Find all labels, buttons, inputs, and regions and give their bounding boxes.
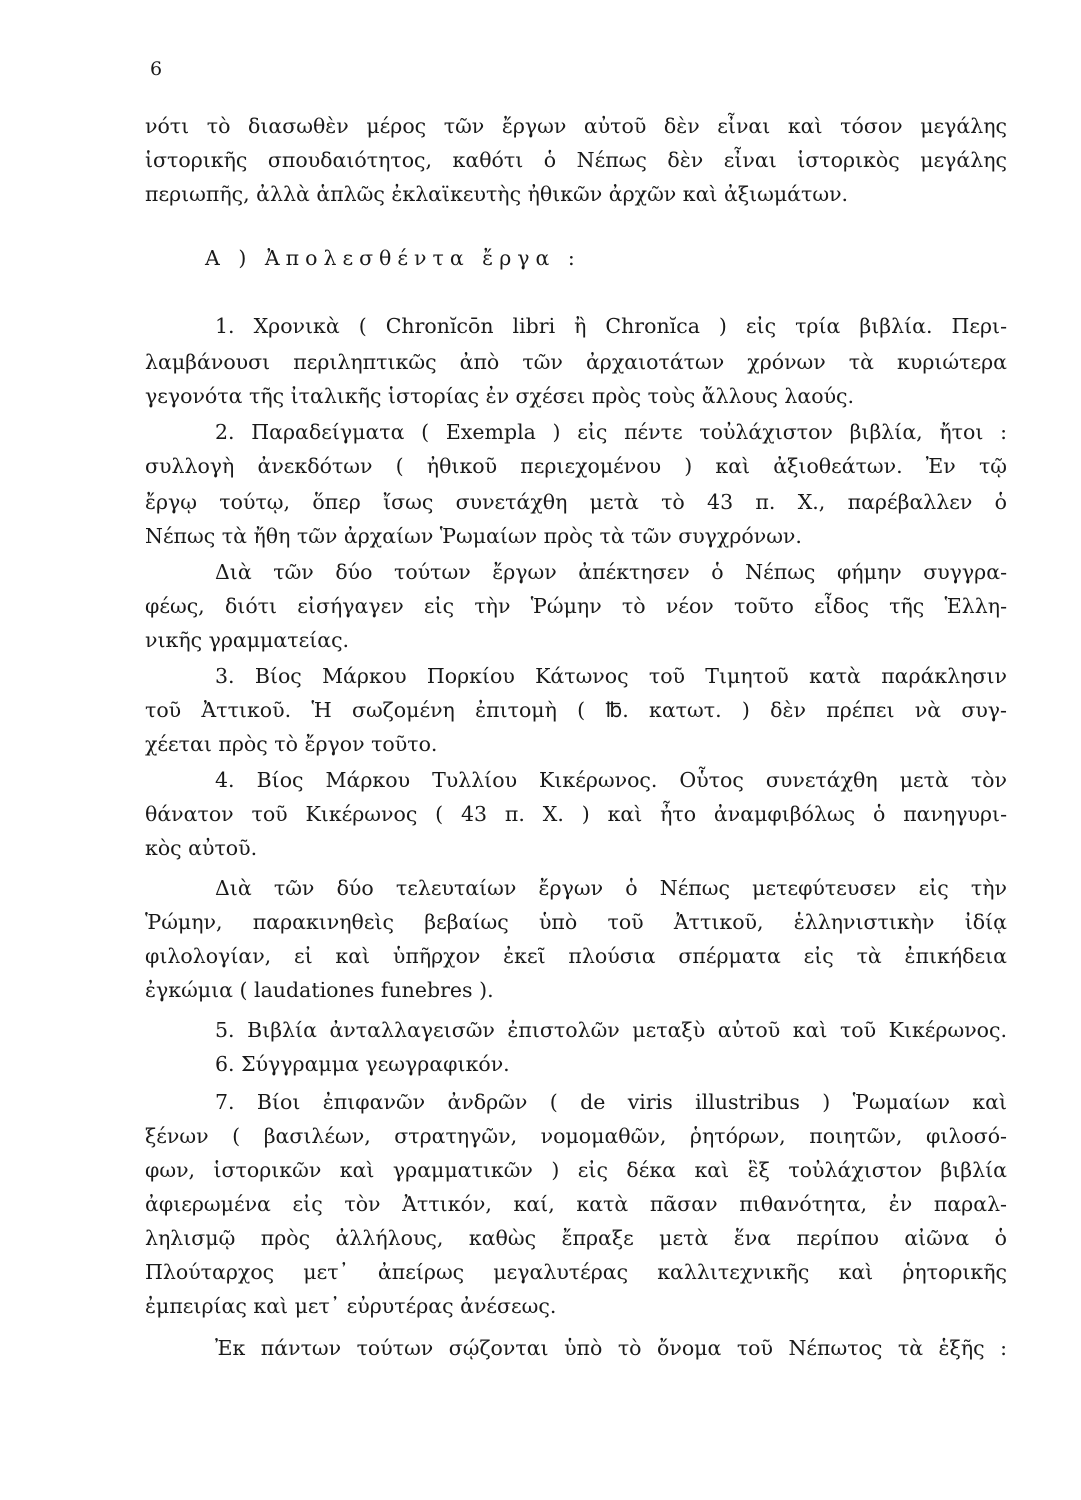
text-line: 4. Βίος Μάρκου Τυλλίου Κικέρωνος. Οὗτος συνετάχθη μετὰ τὸν: [215, 768, 1007, 792]
text-line: συλλογὴ ἀνεκδότων ( ἠθικοῦ περιεχομένου ) καὶ ἀξιοθεάτων. Ἐν τῷ: [145, 454, 1007, 478]
text-line: περιωπῆς, ἀλλὰ ἁπλῶς ἐκλαϊκευτὴς ἠθικῶν ἀρχῶν καὶ ἀξιωμάτων.: [145, 182, 849, 206]
text-line: φιλολογίαν, εἰ καὶ ὑπῆρχον ἐκεῖ πλούσια σπέρματα εἰς τὰ ἐπικήδεια: [145, 944, 1007, 968]
text-line: 2. Παραδείγματα ( Exempla ) εἰς πέντε τοὐλάχιστον βιβλία, ἤτοι :: [215, 420, 1007, 444]
text-line: ἐμπειρίας καὶ μετ᾽ εὐρυτέρας ἀνέσεως.: [145, 1294, 557, 1318]
page-number: 6: [150, 58, 163, 80]
text-line: 7. Βίοι ἐπιφανῶν ἀνδρῶν ( de viris illustribus ) Ῥωμαίων καὶ: [215, 1090, 1007, 1114]
text-line: ἀφιερωμένα εἰς τὸν Ἀττικόν, καί, κατὰ πᾶσαν πιθανότητα, ἐν παραλ-: [145, 1192, 1007, 1216]
text-line: θάνατον τοῦ Κικέρωνος ( 43 π. Χ. ) καὶ ἦτο ἀναμφιβόλως ὁ πανηγυρι-: [145, 802, 1007, 826]
text-line: χέεται πρὸς τὸ ἔργον τοῦτο.: [145, 732, 438, 756]
text-line: Διὰ τῶν δύο τελευταίων ἔργων ὁ Νέπως μετεφύτευσεν εἰς τὴν: [215, 876, 1007, 900]
text-line: γεγονότα τῆς ἰταλικῆς ἱστορίας ἐν σχέσει πρὸς τοὺς ἄλλους λαούς.: [145, 384, 855, 408]
text-line: Α ) Ἀπολεσθέντα ἔργα :: [205, 246, 581, 270]
text-line: Πλούταρχος μετ᾽ ἀπείρως μεγαλυτέρας καλλιτεχνικῆς καὶ ῥητορικῆς: [145, 1260, 1007, 1284]
text-line: 6. Σύγγραμμα γεωγραφικόν.: [215, 1052, 510, 1076]
text-line: νικῆς γραμματείας.: [145, 628, 350, 652]
text-line: φέως, διότι εἰσήγαγεν εἰς τὴν Ῥώμην τὸ νέον τοῦτο εἶδος τῆς Ἑλλη-: [145, 594, 1007, 618]
text-line: τοῦ Ἀττικοῦ. Ἡ σωζομένη ἐπιτομὴ ( ℔. κατωτ. ) δὲν πρέπει νὰ συγ-: [145, 698, 1007, 722]
text-line: Ῥώμην, παρακινηθεὶς βεβαίως ὑπὸ τοῦ Ἀττικοῦ, ἑλληνιστικὴν ἰδίᾳ: [145, 910, 1007, 934]
text-line: 1. Χρονικὰ ( Chronĭcōn libri ἢ Chronĭca ) εἰς τρία βιβλία. Περι-: [215, 314, 1007, 338]
text-line: ἱστορικῆς σπουδαιότητος, καθότι ὁ Νέπως δὲν εἶναι ἱστορικὸς μεγάλης: [145, 148, 1007, 172]
text-line: ἔργῳ τούτῳ, ὅπερ ἴσως συνετάχθη μετὰ τὸ 43 π. Χ., παρέβαλλεν ὁ: [145, 490, 1007, 514]
text-line: 5. Βιβλία ἀνταλλαγεισῶν ἐπιστολῶν μεταξὺ αὐτοῦ καὶ τοῦ Κικέρωνος.: [215, 1018, 1007, 1042]
text-line: 3. Βίος Μάρκου Πορκίου Κάτωνος τοῦ Τιμητοῦ κατὰ παράκλησιν: [215, 664, 1007, 688]
text-line: ἐγκώμια ( laudationes funebres ).: [145, 978, 494, 1002]
text-line: ληλισμῷ πρὸς ἀλλήλους, καθὼς ἔπραξε μετὰ ἕνα περίπου αἰῶνα ὁ: [145, 1226, 1007, 1250]
text-line: Διὰ τῶν δύο τούτων ἔργων ἀπέκτησεν ὁ Νέπως φήμην συγγρα-: [215, 560, 1007, 584]
text-line: ξένων ( βασιλέων, στρατηγῶν, νομομαθῶν, ῥητόρων, ποιητῶν, φιλοσό-: [145, 1124, 1007, 1148]
text-line: κὸς αὐτοῦ.: [145, 836, 258, 860]
text-line: νότι τὸ διασωθὲν μέρος τῶν ἔργων αὐτοῦ δὲν εἶναι καὶ τόσον μεγάλης: [145, 114, 1007, 138]
text-line: Νέπως τὰ ἤθη τῶν ἀρχαίων Ῥωμαίων πρὸς τὰ τῶν συγχρόνων.: [145, 524, 802, 548]
text-line: φων, ἱστορικῶν καὶ γραμματικῶν ) εἰς δέκα καὶ ἓξ τοὐλάχιστον βιβλία: [145, 1158, 1007, 1182]
text-line: Ἐκ πάντων τούτων σῴζονται ὑπὸ τὸ ὄνομα τοῦ Νέπωτος τὰ ἑξῆς :: [215, 1336, 1007, 1360]
text-line: λαμβάνουσι περιληπτικῶς ἀπὸ τῶν ἀρχαιοτάτων χρόνων τὰ κυριώτερα: [145, 350, 1007, 374]
